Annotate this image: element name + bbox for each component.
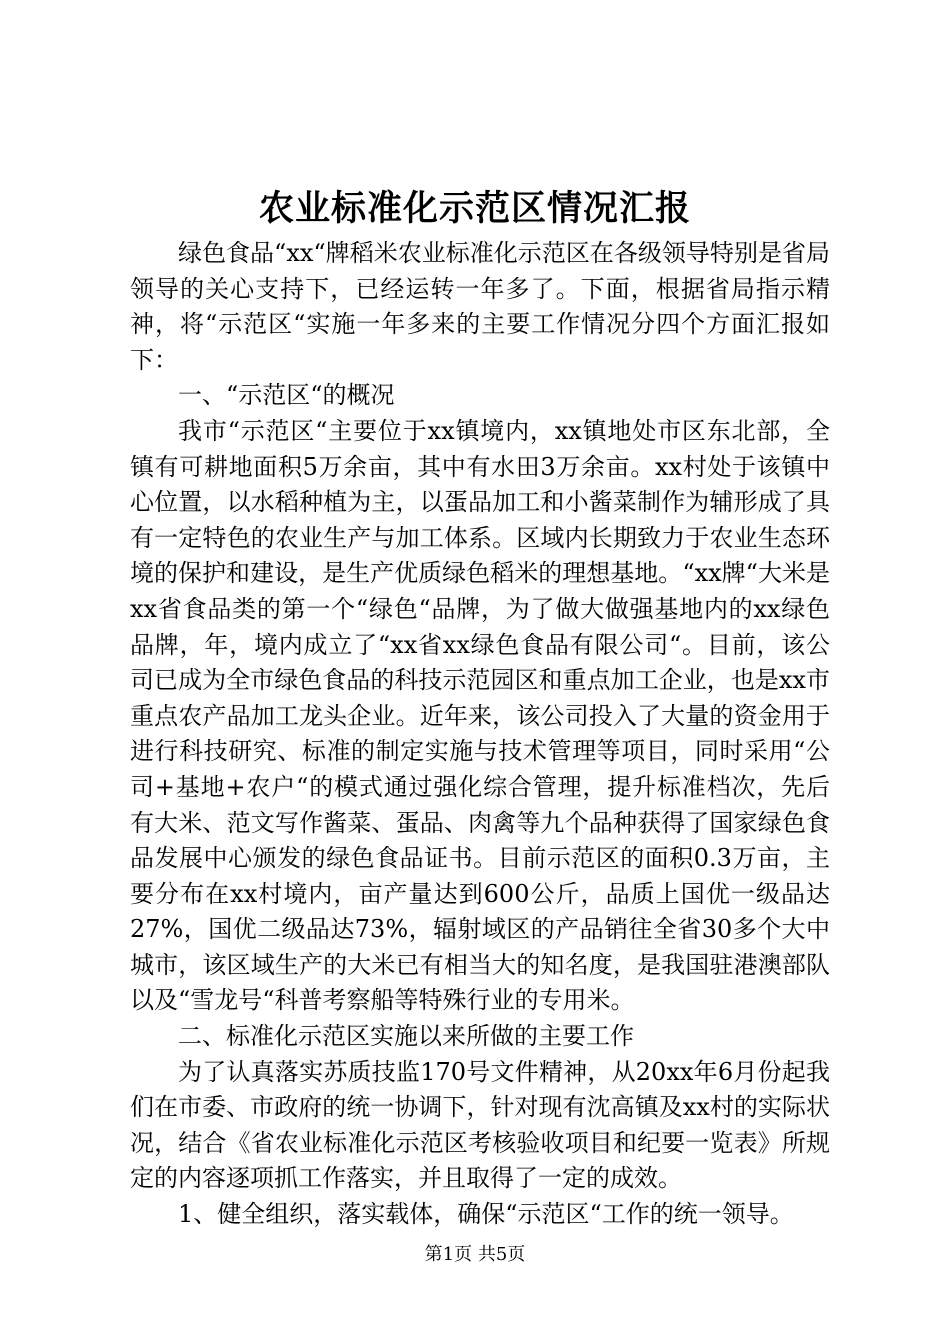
paragraph-intro: 绿色食品“xx“牌稻米农业标准化示范区在各级领导特别是省局领导的关心支持下，已经运转一年多了。下面，根据省局指示精神，将“示范区“实施一年多来的主要工作情况分四个方面汇报如下：: [130, 239, 830, 374]
section-heading-overview: 一、“示范区“的概况: [178, 381, 395, 410]
paragraph-item-1: 1、健全组织，落实载体，确保“示范区“工作的统一领导。: [178, 1200, 794, 1229]
paragraph-overview: 我市“示范区“主要位于xx镇境内，xx镇地处市区东北部，全镇有可耕地面积5万余亩，其中有水田3万余亩。xx村处于该镇中心位置，以水稻种植为主，以蛋品加工和小酱菜制作为辅形成了具有一定特色的农业生产与加工体系。区域内长期致力于农业生态环境的保护和建设，是生产优质绿色稻米的理想基地。“xx牌“大米是xx省食品类的第一个“绿色“品牌，为了做大做强基地内的xx绿色品牌，年，境内成立了“xx省xx绿色食品有限公司“。目前，该公司已成为全市绿色食品的科技示范园区和重点加工企业，也是xx市重点农产品加工龙头企业。近年来，该公司投入了大量的资金用于进行科技研究、标准的制定实施与技术管理等项目，同时采用“公司+基地+农户“的模式通过强化综合管理，提升标准档次，先后有大米、范文写作酱菜、蛋品、肉禽等九个品种获得了国家绿色食品发展中心颁发的绿色食品证书。目前示范区的面积0.3万亩，主要分布在xx村境内，亩产量达到600公斤，品质上国优一级品达27%，国优二级品达73%，辐射域区的产品销往全省30多个大中城市，该区域生产的大米已有相当大的知名度，是我国驻港澳部队以及“雪龙号“科普考察船等特殊行业的专用米。: [130, 416, 830, 1015]
section-heading-main-work: 二、标准化示范区实施以来所做的主要工作: [178, 1022, 634, 1051]
page-indicator: 第1页 共5页: [424, 1244, 526, 1265]
paragraph-main-work: 为了认真落实苏质技监170号文件精神，从20xx年6月份起我们在市委、市政府的统一协调下，针对现有沈高镇及xx村的实际状况，结合《省农业标准化示范区考核验收项目和纪要一览表》所规定的内容逐项抓工作落实，并且取得了一定的成效。: [130, 1057, 830, 1193]
document-body: [130, 236, 830, 1233]
document-title: 农业标准化示范区情况汇报: [258, 188, 691, 229]
page-footer: [0, 1240, 950, 1270]
